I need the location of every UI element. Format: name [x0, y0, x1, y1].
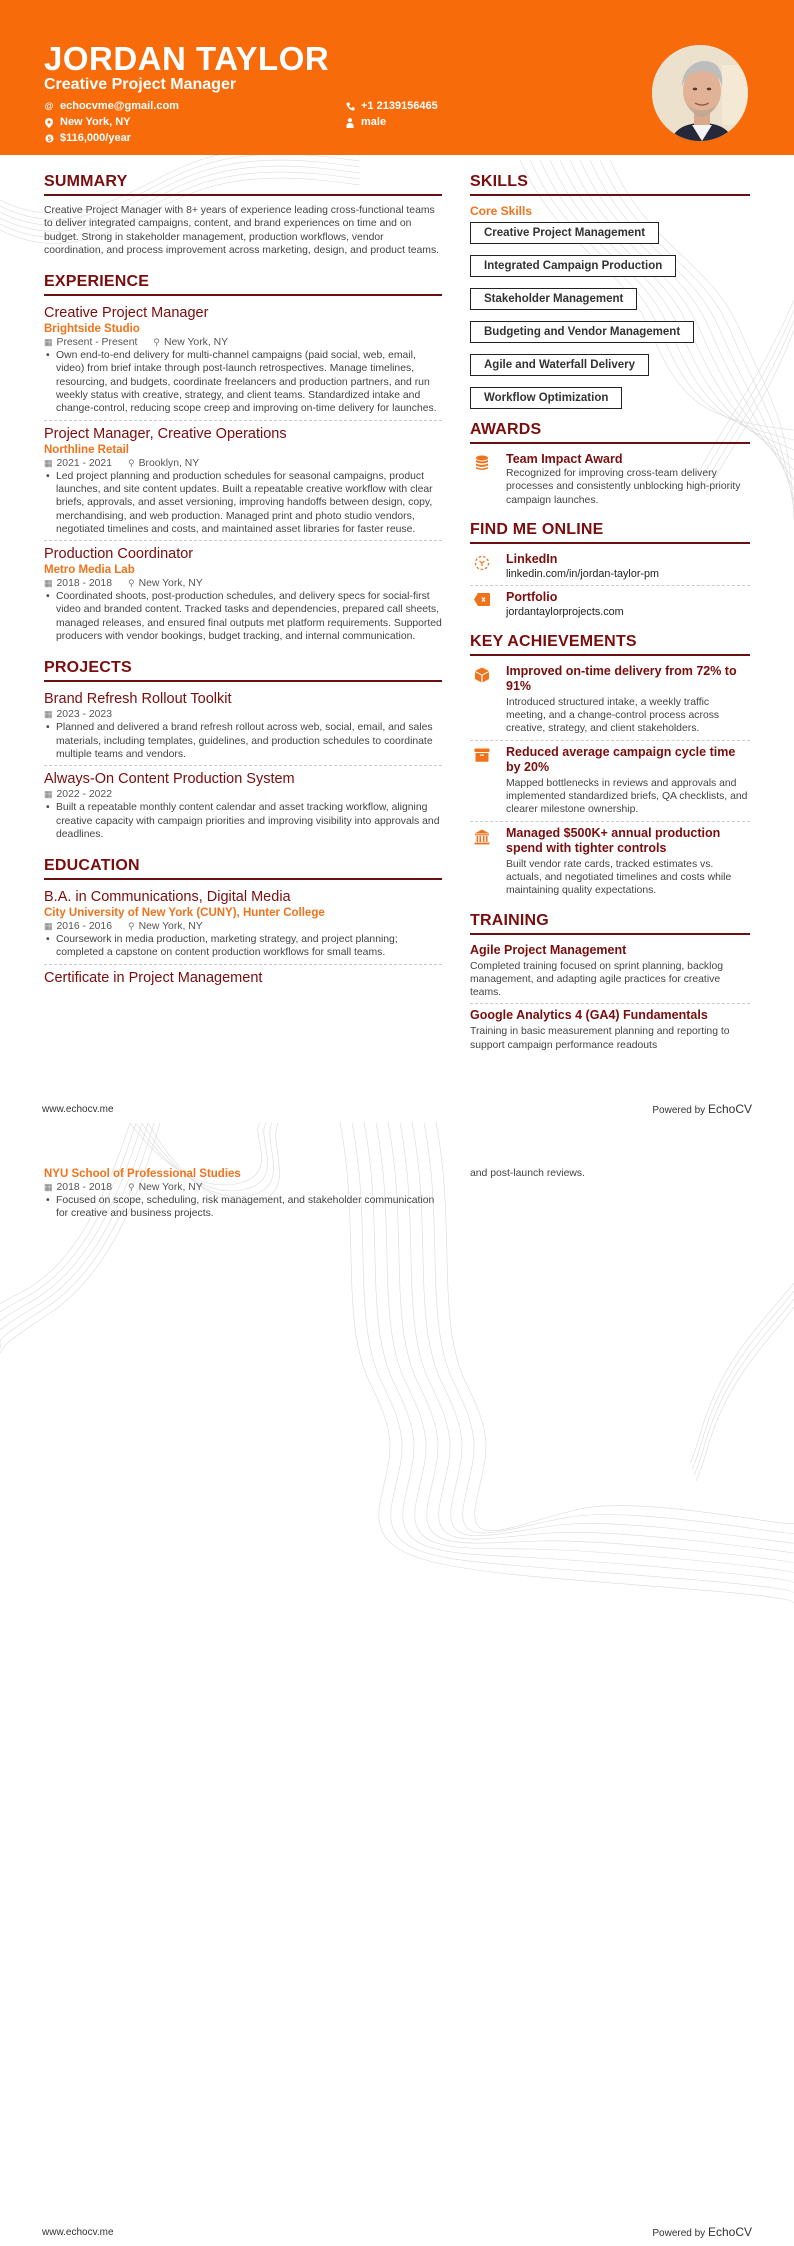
education-item [44, 969, 442, 987]
job-dates: 2021 - 2021 [56, 457, 112, 469]
job-location: New York, NY [163, 337, 229, 349]
phone-text: +1 2139156465 [361, 100, 438, 112]
footer-site-link[interactable]: www.echocv.me [42, 1104, 114, 1115]
education-dates: 2016 - 2016 [56, 921, 112, 933]
training-item [470, 943, 750, 1000]
right-column-continued [470, 1167, 750, 1180]
job-meta [44, 577, 442, 590]
link-url[interactable]: linkedin.com/in/jordan-taylor-pm [506, 567, 660, 580]
portrait-illustration [652, 45, 750, 143]
achievements-heading: KEY ACHIEVEMENTS [470, 634, 750, 656]
job-dates: Present - Present [56, 337, 138, 349]
contact-gender [345, 117, 386, 128]
awards-section [470, 422, 750, 507]
footer-powered-by[interactable] [652, 2225, 752, 2239]
education-item [44, 888, 442, 960]
divider [44, 540, 442, 541]
job-location: Brooklyn, NY [138, 457, 200, 469]
online-link-portfolio[interactable] [470, 590, 750, 619]
degree-title: Certificate in Project Management [44, 969, 263, 986]
job-location: New York, NY [138, 578, 203, 590]
linkedin-icon [470, 552, 494, 581]
projects-heading: PROJECTS [44, 660, 442, 682]
education-meta [44, 1181, 442, 1194]
calendar-icon: ▦ [44, 921, 53, 932]
education-meta [44, 920, 442, 933]
money-icon [44, 134, 54, 144]
project-meta [44, 708, 442, 721]
email-text: echocvme@gmail.com [60, 100, 179, 112]
skills-section [470, 174, 750, 420]
school-name: NYU School of Professional Studies [44, 1168, 241, 1180]
divider [470, 740, 750, 741]
training-description: Completed training focused on sprint planning, backlog management, and adapting agile practices for creative teams. [470, 960, 723, 999]
coins-icon [470, 452, 494, 507]
education-item-continued [44, 1167, 442, 1221]
experience-section [44, 274, 442, 643]
map-pin-icon: ⚲ [127, 457, 135, 468]
divider [470, 1003, 750, 1004]
award-description: Recognized for improving cross-team delivery processes and consistently unblocking high-priority campaign launches. [506, 468, 741, 506]
project-item [44, 690, 442, 761]
education-location: New York, NY [138, 921, 203, 933]
project-meta [44, 788, 442, 801]
project-description: • Planned and delivered a brand refresh rollout across web, social, email, and sales materials, including templates, guidelines, and production schedules to coordinate multiple teams and vendors. [44, 721, 442, 761]
link-title: Portfolio [506, 589, 558, 604]
achievement-item [470, 664, 750, 736]
education-description: • Focused on scope, scheduling, risk management, and stakeholder communication for creative and business projects. [44, 1194, 442, 1221]
svg-text:$: $ [47, 135, 51, 143]
calendar-icon: ▦ [44, 457, 53, 468]
left-column [44, 174, 442, 987]
online-section [470, 522, 750, 619]
salary-text: $116,000/year [60, 132, 131, 144]
training-title: Agile Project Management [470, 942, 627, 957]
contact-salary [44, 133, 131, 144]
project-description: • Built a repeatable monthly content calendar and asset tracking workflow, aligning creative capacity with campaign priorities and improving visibility into approvals and deadlines. [44, 801, 442, 841]
calendar-icon: ▦ [44, 789, 53, 800]
summary-heading: SUMMARY [44, 174, 442, 196]
wave-background-pattern [0, 1123, 794, 2246]
left-column-continued [44, 1167, 442, 1221]
person-icon [345, 118, 355, 128]
training-item [470, 1008, 750, 1052]
online-heading: FIND ME ONLINE [470, 522, 750, 544]
phone-icon [345, 102, 355, 112]
training-description: Training in basic measurement planning and reporting to support campaign performance readouts [470, 1026, 730, 1051]
achievements-section [470, 634, 750, 898]
online-link-linkedin[interactable] [470, 552, 750, 581]
link-url[interactable]: jordantaylorprojects.com [506, 605, 624, 618]
achievement-title: Managed $500K+ annual production spend with tighter controls [506, 825, 721, 855]
company-name: Northline Retail [44, 443, 129, 456]
experience-item [44, 425, 442, 536]
powered-by-label: Powered by [652, 1105, 706, 1116]
archive-icon [470, 745, 494, 817]
training-heading: TRAINING [470, 913, 750, 935]
job-title: Project Manager, Creative Operations [44, 425, 287, 442]
map-pin-icon [44, 118, 54, 128]
summary-section [44, 174, 442, 257]
map-pin-icon: ⚲ [127, 921, 135, 932]
map-pin-icon: ⚲ [153, 337, 160, 348]
location-text: New York, NY [60, 116, 131, 128]
skills-list [470, 222, 750, 420]
job-meta [44, 457, 442, 470]
training-description-continued: and post-launch reviews. [470, 1168, 585, 1179]
degree-title: B.A. in Communications, Digital Media [44, 889, 291, 906]
portfolio-icon [470, 590, 494, 619]
job-description: • Led project planning and production schedules for seasonal campaigns, product launches, and site content updates. Built a repeatable creative workflow with clear briefs, approvals, and asset versioning, improving handoffs between design, copy, merchandising, and web production. Managed print and photo studio vendors, negotiated timelines and costs, and maintained asset libraries for faster reuse. [44, 470, 442, 536]
education-section [44, 858, 442, 987]
experience-heading: EXPERIENCE [44, 274, 442, 296]
award-item [470, 452, 750, 507]
map-pin-icon: ⚲ [127, 578, 135, 589]
project-item [44, 770, 442, 841]
achievement-description: Built vendor rate cards, tracked estimates vs. actuals, and negotiated timelines and costs while maintaining quality expectations. [506, 858, 732, 897]
company-name: Brightside Studio [44, 323, 140, 336]
map-pin-icon: ⚲ [127, 1182, 135, 1192]
achievement-description: Introduced structured intake, a weekly traffic meeting, and a change-control process across creative, strategy, and client stakeholders. [506, 696, 720, 735]
skill-chip: Integrated Campaign Production [470, 255, 676, 277]
project-title: Brand Refresh Rollout Toolkit [44, 691, 232, 708]
job-description: • Own end-to-end delivery for multi-channel campaigns (paid social, web, email, video) from brief intake through post-launch retrospectives. Manage timelines, resourcing, and budgets, coordinate freelancers and production partners, and run weekly status with creative, strategy, and client teams. Standardized intake and change-control, reducing scope creep and improving on-time delivery for launches. [44, 349, 442, 415]
candidate-name: JORDAN TAYLOR [44, 40, 330, 77]
link-title: LinkedIn [506, 551, 558, 566]
divider [44, 420, 442, 421]
summary-text: Creative Project Manager with 8+ years of experience leading cross-functional teams to deliver integrated campaigns, content, and brand experiences on time and on budget. Strong in stakeholder management, production workflows, vendor coordination, and process improvement across marketing, design, and product teams. [44, 205, 440, 256]
education-heading: EDUCATION [44, 858, 442, 880]
divider [44, 765, 442, 766]
achievement-title: Improved on-time delivery from 72% to 91% [506, 663, 737, 693]
footer-site-link[interactable]: www.echocv.me [42, 2227, 114, 2238]
skills-group-title: Core Skills [470, 204, 533, 218]
job-title: Creative Project Manager [44, 305, 209, 322]
divider [470, 821, 750, 822]
projects-section [44, 660, 442, 841]
bank-icon [470, 826, 494, 898]
contact-email[interactable] [44, 101, 179, 112]
skill-chip: Agile and Waterfall Delivery [470, 354, 649, 376]
job-description: • Coordinated shoots, post-production schedules, and delivery specs for social-first video and branded content. Tracked tasks and dependencies, prepared call sheets, managed releases, and ensured final outputs met platform requirements. Supported producers with vendor bookings, budget tracking, and internal communication. [44, 590, 442, 643]
achievement-item [470, 826, 750, 898]
experience-item [44, 545, 442, 643]
training-section [470, 913, 750, 1052]
calendar-icon: ▦ [44, 337, 53, 348]
powered-by-label: Powered by [652, 2228, 706, 2239]
achievement-title: Reduced average campaign cycle time by 20% [506, 744, 736, 774]
project-dates: 2023 - 2023 [56, 709, 112, 721]
job-dates: 2018 - 2018 [56, 578, 112, 590]
award-title: Team Impact Award [506, 452, 623, 466]
at-icon: @ [44, 101, 54, 111]
footer-powered-by[interactable] [652, 1102, 752, 1116]
brand-name: EchoCV [707, 1102, 752, 1116]
project-title: Always-On Content Production System [44, 771, 295, 788]
skill-chip: Stakeholder Management [470, 288, 637, 310]
skill-chip: Creative Project Management [470, 222, 659, 244]
calendar-icon: ▦ [44, 1182, 53, 1192]
education-location: New York, NY [138, 1182, 203, 1193]
achievement-item [470, 745, 750, 817]
skills-heading: SKILLS [470, 174, 750, 196]
project-dates: 2022 - 2022 [56, 789, 112, 801]
skill-chip: Workflow Optimization [470, 387, 622, 409]
candidate-title: Creative Project Manager [44, 76, 237, 93]
contact-phone[interactable] [345, 101, 438, 112]
right-column [470, 174, 750, 1052]
divider [44, 964, 442, 965]
job-title: Production Coordinator [44, 546, 194, 563]
school-name: City University of New York (CUNY), Hunter College [44, 907, 325, 920]
cube-icon [470, 664, 494, 736]
education-dates: 2018 - 2018 [56, 1182, 112, 1193]
resume-header [0, 0, 794, 155]
calendar-icon: ▦ [44, 709, 53, 720]
gender-text: male [361, 116, 387, 128]
job-meta [44, 336, 442, 349]
experience-item [44, 304, 442, 415]
contact-location [44, 117, 131, 128]
company-name: Metro Media Lab [44, 564, 135, 577]
skill-chip: Budgeting and Vendor Management [470, 321, 694, 343]
training-title: Google Analytics 4 (GA4) Fundamentals [470, 1008, 708, 1023]
brand-name: EchoCV [707, 2225, 752, 2239]
divider [470, 585, 750, 586]
calendar-icon: ▦ [44, 578, 53, 589]
achievement-description: Mapped bottlenecks in reviews and approvals and implemented standardized briefs, QA checklists, and clearer milestone ownership. [506, 777, 748, 816]
education-description: • Coursework in media production, marketing strategy, and project planning; completed a capstone on content production workflows for small teams. [44, 933, 442, 960]
profile-photo [650, 43, 750, 143]
resume-page-2 [0, 1123, 794, 2246]
awards-heading: AWARDS [470, 422, 750, 444]
